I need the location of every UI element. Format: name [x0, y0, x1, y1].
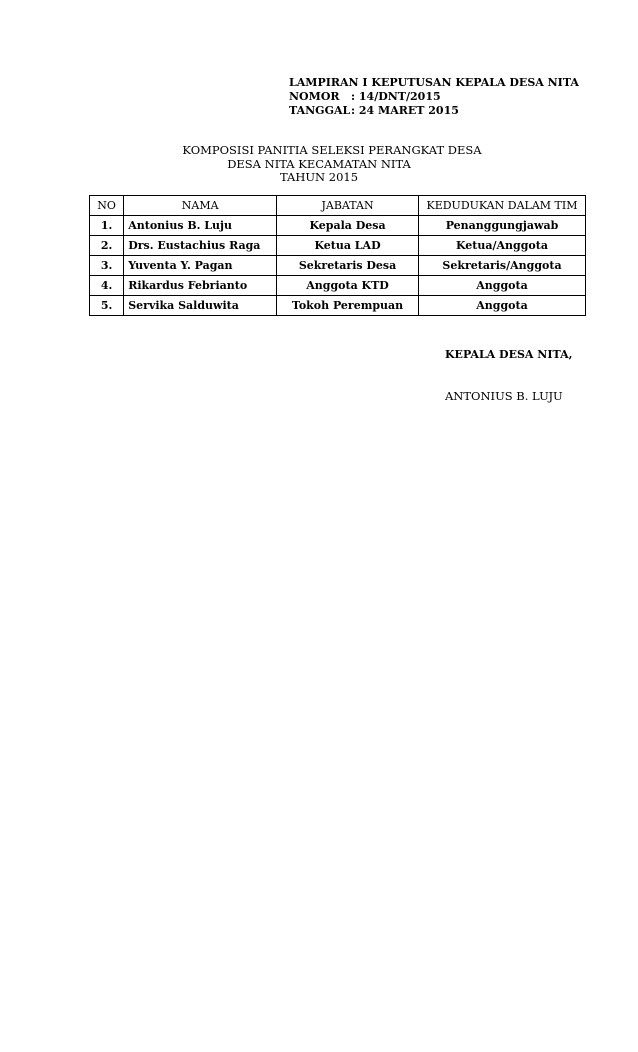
cell-nama: Drs. Eustachius Raga [124, 236, 277, 256]
nomor-value: : 14/DNT/2015 [351, 90, 441, 103]
cell-no: 2. [90, 236, 124, 256]
cell-nama: Antonius B. Luju [124, 216, 277, 236]
cell-no: 1. [90, 216, 124, 236]
tanggal-value: : 24 MARET 2015 [351, 104, 459, 117]
header-no: NO [90, 196, 124, 216]
document-title [0, 144, 638, 185]
table-row [90, 256, 586, 276]
cell-kedudukan: Ketua/Anggota [418, 236, 585, 256]
table-row [90, 216, 586, 236]
title-line-3: TAHUN 2015 [279, 170, 359, 184]
nomor-label: NOMOR [289, 90, 340, 103]
attachment-title: LAMPIRAN I KEPUTUSAN KEPALA DESA NITA [289, 76, 579, 89]
header-kedudukan: KEDUDUKAN DALAM TIM [418, 196, 585, 216]
table-header-row [90, 196, 586, 216]
cell-kedudukan: Sekretaris/Anggota [418, 256, 585, 276]
cell-no: 5. [90, 296, 124, 316]
header-nama: NAMA [124, 196, 277, 216]
cell-no: 3. [90, 256, 124, 276]
table-row [90, 296, 586, 316]
header-jabatan: JABATAN [277, 196, 419, 216]
nomor-row [289, 90, 579, 104]
table-row [90, 236, 586, 256]
signature-name: ANTONIUS B. LUJU [445, 389, 563, 403]
signature-title: KEPALA DESA NITA, [445, 348, 573, 361]
cell-kedudukan: Anggota [418, 296, 585, 316]
cell-no: 4. [90, 276, 124, 296]
cell-nama: Yuventa Y. Pagan [124, 256, 277, 276]
cell-jabatan: Ketua LAD [277, 236, 419, 256]
cell-kedudukan: Penanggungjawab [418, 216, 585, 236]
tanggal-row [289, 104, 579, 118]
title-line-2: DESA NITA KECAMATAN NITA [227, 156, 411, 171]
committee-table [89, 195, 586, 316]
attachment-header [289, 76, 579, 118]
table-row [90, 276, 586, 296]
cell-kedudukan: Anggota [418, 276, 585, 296]
cell-jabatan: Kepala Desa [277, 216, 419, 236]
title-line-1: KOMPOSISI PANITIA SELEKSI PERANGKAT DESA [182, 143, 482, 157]
cell-jabatan: Sekretaris Desa [277, 256, 419, 276]
cell-nama: Rikardus Febrianto [124, 276, 277, 296]
cell-nama: Servika Salduwita [124, 296, 277, 316]
cell-jabatan: Tokoh Perempuan [277, 296, 419, 316]
tanggal-label: TANGGAL [289, 104, 351, 117]
cell-jabatan: Anggota KTD [277, 276, 419, 296]
